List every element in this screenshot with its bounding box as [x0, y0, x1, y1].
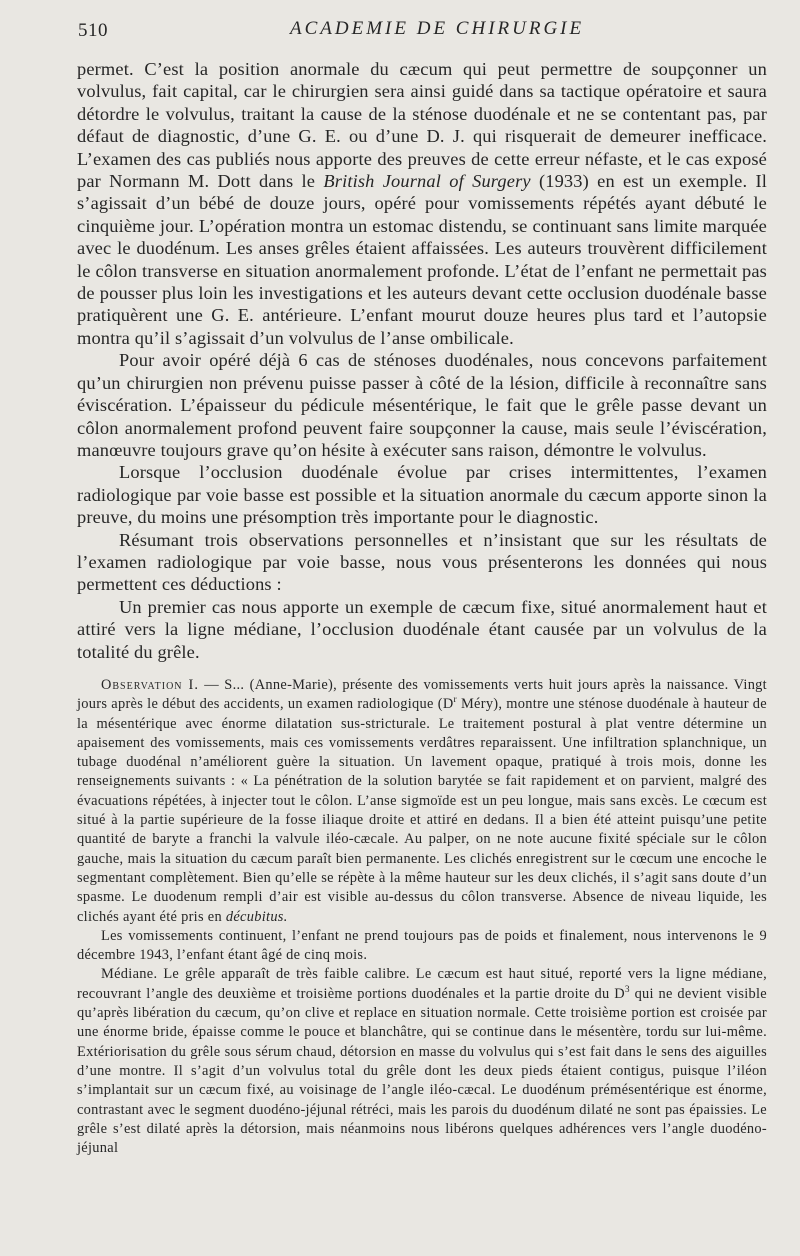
- observation-text-d: qui ne devient visible qu’après libération du cæcum, qu’on clive et replace en situation normale. Cette troisième portion est croisée par une énorme bride, épaisse comme le pouce et blanchâtre, qui se continue dans le mésentère, tordu sur lui-même. Extériorisation du grêle sous sérum chaud, détorsion en masse du volvulus qui s’est fait dans le sens des aiguilles d’une montre. Il s’agit d’un volvulus total du grêle dont les deux pieds étaient contigus, puisque l’iléon s’implantait sur un cæcum fixé, au voisinage de l’angle iléo-cæcal. Le duodénum prémésentérique est énorme, contrastant avec le segment duodéno-jéjunal rétréci, mais les parois du duodénum dilaté ne sont pas épaissies. Le grêle s’est dilaté après la détorsion, mais néanmoins nous libérons quelques adhérences vers l’angle duodéno-jéjunal: [77, 985, 767, 1157]
- running-head: ACADEMIE DE CHIRURGIE: [290, 18, 585, 39]
- observation-text-c: Médiane. Le grêle apparaît de très faible calibre. Le cæcum est haut situé, reporté vers la ligne médiane, recouvrant l’angle des deuxième et troisième portions duodénales et la partie droite du D: [77, 966, 767, 1002]
- observation-paragraph-2: Les vomissements continuent, l’enfant ne prend toujours pas de poids et finalement, nous intervenons le 9 décembre 1943, l’enfant étant âgé de cinq mois.: [77, 927, 767, 964]
- observation-paragraph-3: [77, 965, 767, 1158]
- observation-label: Observation I.: [101, 677, 199, 693]
- page-header: [78, 18, 768, 46]
- paragraph-1-text-b: (1933) en est un exemple. Il s’agissait d’un bébé de douze jours, opéré pour vomissements répétés ayant débuté le cinquième jour. L’opération montra un estomac distendu, se continuant sans limite marquée avec le duodénum. Les anses grêles étaient affaissées. Les auteurs trouvèrent difficilement le côlon transverse en situation anormalement profonde. L’état de l’enfant ne permettait pas de pousser plus loin les investigations et les auteurs devant cette occlusion duodénale basse pratiquèrent une G. E. antérieure. L’enfant mourut douze heures plus tard et l’autopsie montra qu’il s’agissait d’un volvulus de l’anse ombilicale.: [77, 171, 767, 348]
- paragraph-4: Résumant trois observations personnelles et n’insistant que sur les résultats de l’examen radiologique par voie basse, nous vous présenterons les données qui nous permettent ces déductions :: [77, 529, 767, 595]
- paragraph-5: Un premier cas nous apporte un exemple de cæcum fixe, situé anormalement haut et attiré vers la ligne médiane, l’occlusion duodénale étant causée par un volvulus de la totalité du grêle.: [77, 596, 767, 662]
- main-text: [77, 58, 767, 663]
- journal-title: British Journal of Surgery: [323, 171, 531, 192]
- paragraph-2: Pour avoir opéré déjà 6 cas de sténoses duodénales, nous concevons parfaitement qu’un chirurgien non prévenu puisse passer à côté de la lésion, difficile à reconnaître sans éviscération. L’épaisseur du pédicule mésentérique, le fait que le grêle passe devant un côlon anormalement profond peuvent faire soupçonner la cause, mais seule l’éviscération, manœuvre toujours grave qu’on hésite à exécuter sans raison, démontre le volvulus.: [77, 350, 767, 460]
- paragraph-3: Lorsque l’occlusion duodénale évolue par crises intermittentes, l’examen radiologique par voie basse est possible et la situation anormale du cæcum apporte sinon la preuve, du moins une présomption très importante pour le diagnostic.: [77, 462, 767, 528]
- paragraph-1-text-a: permet. C’est la position anormale du cæcum qui peut permettre de soupçonner un volvulus, fait capital, car le chirurgien sera ainsi guidé dans sa tactique opératoire et saura détordre le volvulus, traitant la cause de la sténose duodénale et ne se contentant pas, par défaut de diagnostic, d’une G. E. ou d’une D. J. qui risquerait de demeurer inefficace. L’examen des cas publiés nous apporte des preuves de cette erreur néfaste, et le cas exposé par Normann M. Dott dans le: [77, 59, 767, 192]
- observation-text-b: Méry), montre une sténose duodénale à hauteur de la mésentérique avec énorme dilatation sus-stricturale. Le traitement postural à plat ventre détermine un apaisement des vomissements, mais ces vomissements verdâtres reparaissent. Une infiltration splanchnique, un tubage duodénal n’améliorent guère la situation. Un lavement opaque, pratiqué à trois mois, donne les renseignements suivants : « La pénétration de la solution barytée se fait rapidement et on parvient, malgré des évacuations répétées, à injecter tout le côlon. L’anse sigmoïde est un peu longue, mais sans excès. Le cœcum est situé à la partie supérieure de la fosse iliaque droite et attiré en dedans. Il a bien été atteint puisqu’une petite quantité de baryte a franchi la valvule iléo-cæcale. Au palper, on ne note aucune fixité spéciale sur le côlon gauche, mais la situation du cæcum paraît bien permanente. Les clichés enregistrent sur le cœcum une encoche le segmentant complètement. Bien qu’elle se répète à la même hauteur sur les deux clichés, il s’agit sans doute d’un spasme. Le duodenum rempli d’air est visible au-dessus du côlon transverse. Absence de niveau liquide, les clichés ayant été pris en: [77, 696, 767, 925]
- superscript: 3: [624, 984, 630, 995]
- paragraph-1: [77, 58, 767, 349]
- page-number: 510: [78, 20, 108, 41]
- observation-paragraph-1: [77, 676, 767, 927]
- observation-block: [77, 676, 767, 1158]
- observation-text-a: — S... (Anne-Marie), présente des vomissements verts huit jours après la naissance. Vingt jours après le début des accidents, un examen radiologique (D: [77, 677, 767, 713]
- superscript: r: [453, 695, 457, 706]
- italic-term: décubitus.: [225, 908, 288, 925]
